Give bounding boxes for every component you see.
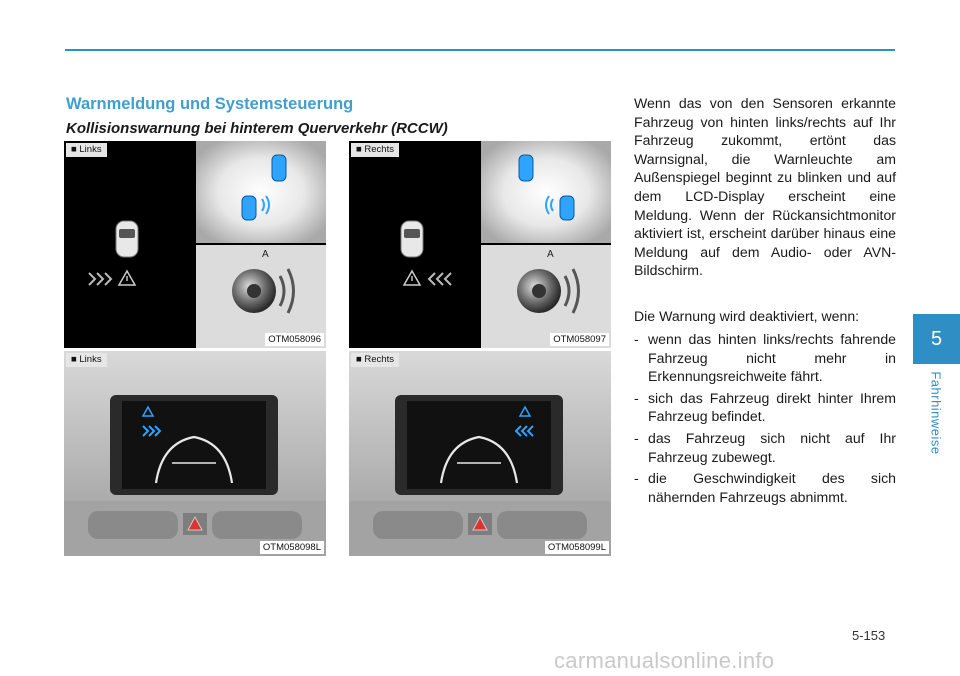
list-item: - die Geschwindigkeit des sich nähernden Fahrzeugs abnimmt. <box>634 470 896 505</box>
car-icon <box>116 221 138 257</box>
figure-display-left <box>64 351 326 556</box>
figure-side-label: ■ Links <box>66 143 107 157</box>
watermark: carmanualsonline.info <box>554 648 775 673</box>
warning-triangle-icon <box>468 513 492 535</box>
section-heading: Warnmeldung und Systemsteuerung <box>66 95 354 113</box>
warning-triangle-icon <box>183 513 207 535</box>
figure-code: OTM058097 <box>550 333 609 346</box>
figure-side-label: ■ Rechts <box>351 353 399 367</box>
figure-letter: A <box>547 249 554 260</box>
figure-side-label: ■ Links <box>66 353 107 367</box>
figure-cluster-right <box>349 141 611 348</box>
figure-cluster-left <box>64 141 326 348</box>
list-item: - das Fahrzeug sich nicht auf Ihr Fahrzeug zubewegt. <box>634 429 896 465</box>
list-item: - sich das Fahrzeug direkt hinter Ihrem Fahrzeug befindet. <box>634 389 896 425</box>
figure-code: OTM058096 <box>265 333 324 346</box>
figure-display-right <box>349 351 611 556</box>
chapter-number-tab: 5 <box>913 314 960 364</box>
subsection-heading: Kollisionswarnung bei hinterem Querverkehr (RCCW) <box>66 120 448 137</box>
figure-letter: A <box>262 249 269 260</box>
top-rule <box>65 49 895 51</box>
body-paragraph: Wenn das von den Sensoren erkannte Fahrzeug von hinten links/rechts auf Ihr Fahrzeug zukommt, ertönt das Warnsignal, die Warnleuchte am Außenspiegel beginnt zu blinken und auf dem LCD-Display erscheint eine Meldung. Wenn der Rückansichtmonitor aktiviert ist, erscheint darüber hinaus eine Meldung auf dem Audio- oder AVN-Bildschirm. <box>634 95 896 279</box>
chapter-name: Fahrhinweise <box>928 371 944 455</box>
list-item: - wenn das hinten links/rechts fahrende Fahrzeug nicht mehr in Erkennungsreichweite fährt. <box>634 331 896 385</box>
deactivation-list <box>634 330 896 509</box>
car-icon <box>401 221 423 257</box>
figure-code: OTM058099L <box>545 541 609 554</box>
figure-code: OTM058098L <box>260 541 324 554</box>
page-number: 5-153 <box>852 628 886 643</box>
figure-side-label: ■ Rechts <box>351 143 399 157</box>
deactivation-intro: Die Warnung wird deaktiviert, wenn: <box>634 308 860 324</box>
